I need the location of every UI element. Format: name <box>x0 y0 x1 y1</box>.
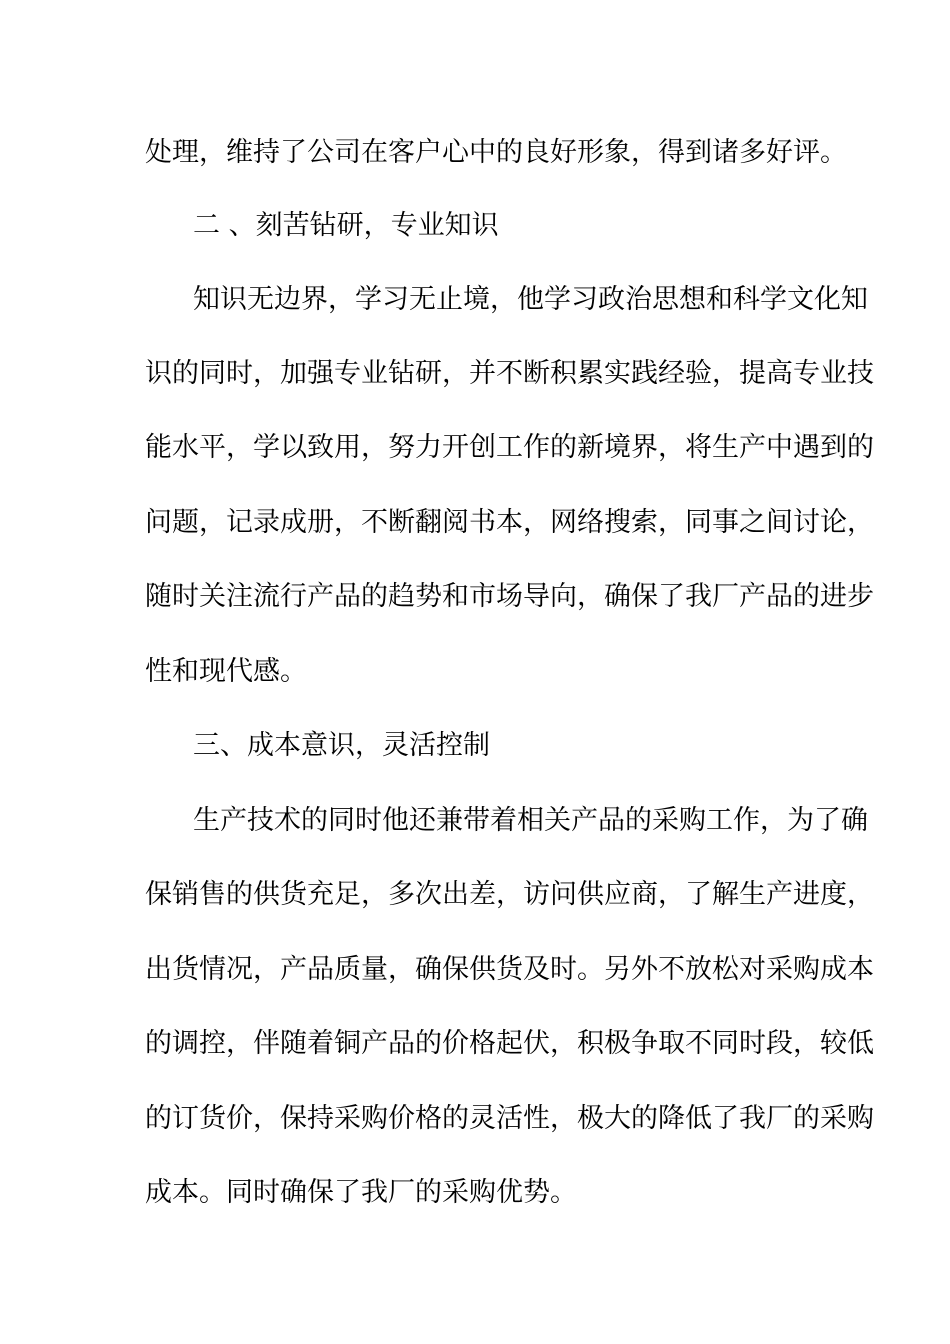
paragraph-line: 随时关注流行产品的趋势和市场导向，确保了我厂产品的进步 <box>145 581 874 612</box>
paragraph-line: 识的同时，加强专业钻研，并不断积累实践经验，提高专业技 <box>145 358 874 389</box>
section-heading: 三、成本意识，灵活控制 <box>193 730 490 761</box>
paragraph-line: 处理，维持了公司在客户心中的良好形象，得到诸多好评。 <box>145 137 847 168</box>
paragraph-line: 能水平，学以致用，努力开创工作的新境界，将生产中遇到的 <box>145 432 874 463</box>
paragraph-line: 的订货价，保持采购价格的灵活性，极大的降低了我厂的采购 <box>145 1103 874 1134</box>
paragraph-line: 生产技术的同时他还兼带着相关产品的采购工作，为了确 <box>193 805 868 836</box>
paragraph-line: 出货情况，产品质量，确保供货及时。另外不放松对采购成本 <box>145 954 874 985</box>
paragraph-line: 成本。同时确保了我厂的采购优势。 <box>145 1177 577 1208</box>
section-heading: 二 、刻苦钻研，专业知识 <box>193 210 499 241</box>
paragraph-line: 的调控，伴随着铜产品的价格起伏，积极争取不同时段，较低 <box>145 1028 874 1059</box>
paragraph-line: 保销售的供货充足，多次出差，访问供应商，了解生产进度， <box>145 879 874 910</box>
paragraph-line: 问题，记录成册，不断翻阅书本，网络搜索，同事之间讨论， <box>145 507 874 538</box>
paragraph-line: 性和现代感。 <box>145 656 307 687</box>
paragraph-line: 知识无边界，学习无止境，他学习政治思想和科学文化知 <box>193 284 868 315</box>
